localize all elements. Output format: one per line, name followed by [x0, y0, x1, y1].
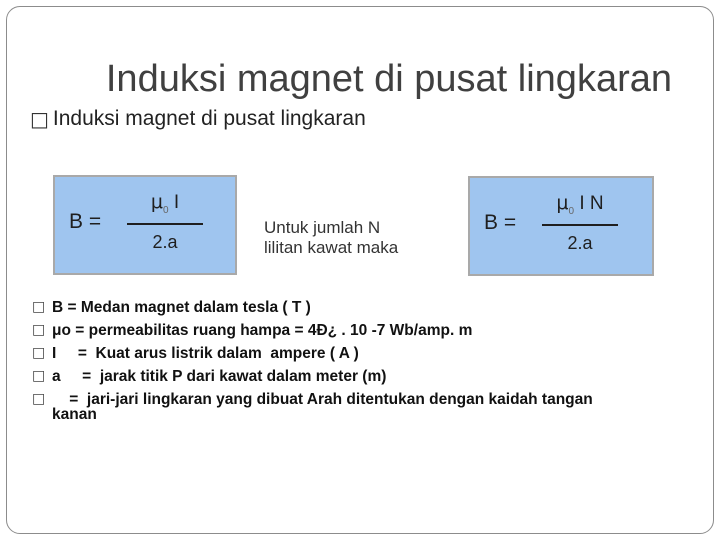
definition-text: = jari-jari lingkaran yang dibuat Arah ditentukan dengan kaidah tangan [52, 391, 593, 408]
formula-connector-text [264, 218, 398, 258]
mu-subscript: 0 [568, 205, 575, 217]
formula-numerator [538, 192, 622, 217]
formula-numerator [127, 191, 203, 216]
definition-list [32, 296, 702, 423]
checkbox-bullet-icon: □ [32, 368, 46, 384]
formula-box-n-loops [468, 176, 654, 276]
definition-item [32, 319, 702, 342]
subtitle-bullet-line [30, 107, 366, 131]
definition-item [32, 365, 702, 388]
checkbox-bullet-icon: □ [32, 391, 46, 407]
connector-line-1: Untuk jumlah N [264, 218, 381, 237]
definition-text: B = Medan magnet dalam tesla ( T ) [52, 299, 311, 316]
definition-text: a = jarak titik P dari kawat dalam meter (m) [52, 368, 387, 385]
slide-title: Induksi magnet di pusat lingkaran [105, 58, 672, 100]
definition-text: μo = permeabilitas ruang hampa = 4Ð¿ . 10 -7 Wb/amp. m [52, 322, 473, 339]
definition-item [32, 296, 702, 319]
formula-lhs: B = [484, 211, 517, 234]
checkbox-bullet-icon: □ [32, 345, 46, 361]
formula-box-single-loop [53, 175, 237, 275]
formula-denominator: 2.a [567, 233, 593, 253]
checkbox-bullet-icon: □ [30, 107, 49, 131]
fraction-bar [127, 223, 203, 225]
mu-symbol: μ [150, 191, 163, 213]
checkbox-bullet-icon: □ [32, 299, 46, 315]
formula-denominator: 2.a [152, 232, 178, 252]
mu-subscript: 0 [162, 204, 169, 216]
definition-item [32, 342, 702, 365]
numerator-text: I [168, 192, 180, 213]
fraction-bar [542, 224, 618, 226]
numerator-text: I N [574, 193, 604, 214]
mu-symbol: μ [556, 192, 569, 214]
definition-continuation: kanan [52, 406, 97, 423]
formula-lhs: B = [69, 210, 102, 233]
subtitle-text: Induksi magnet di pusat lingkaran [52, 107, 366, 130]
connector-line-2: lilitan kawat maka [264, 238, 399, 257]
definition-text: I = Kuat arus listrik dalam ampere ( A ) [52, 345, 359, 362]
checkbox-bullet-icon: □ [32, 322, 46, 338]
